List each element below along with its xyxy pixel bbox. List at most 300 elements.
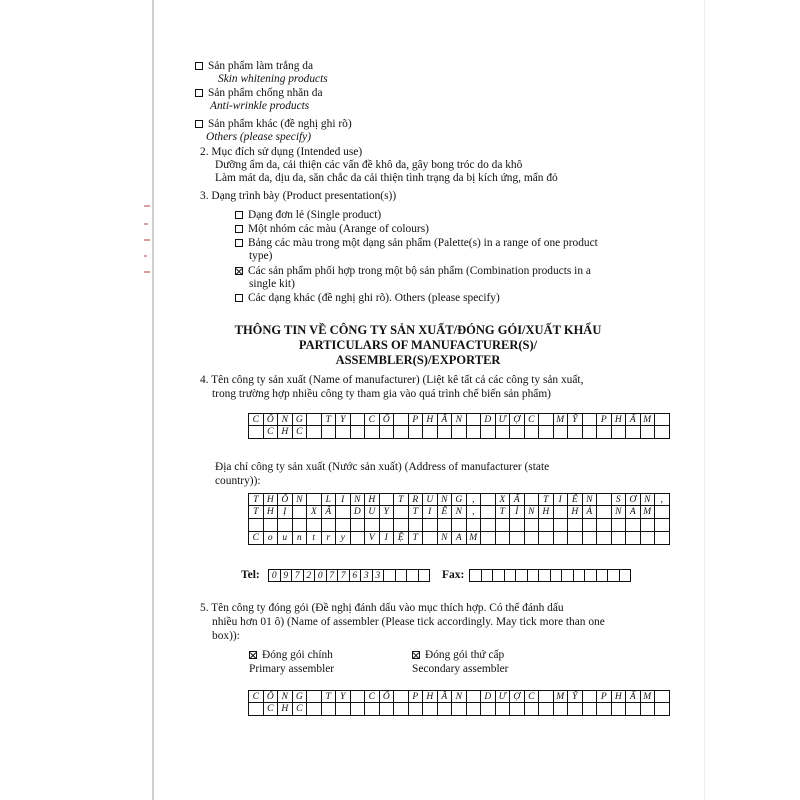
char-cell[interactable] <box>350 426 366 439</box>
char-cell[interactable]: Ổ <box>379 413 395 426</box>
grid-row <box>249 703 670 716</box>
product-type-other: Sản phẩm khác (đề nghị ghi rõ) <box>195 118 352 131</box>
char-cell[interactable]: T <box>408 532 424 545</box>
char-cell[interactable] <box>350 519 366 532</box>
char-cell[interactable]: D <box>480 413 496 426</box>
char-cell[interactable]: Ổ <box>379 690 395 703</box>
char-cell[interactable] <box>466 413 482 426</box>
char-cell[interactable] <box>350 532 366 545</box>
char-cell[interactable] <box>596 703 612 716</box>
char-cell[interactable] <box>553 703 569 716</box>
char-cell[interactable]: Ỹ <box>567 690 583 703</box>
char-cell[interactable]: P <box>596 690 612 703</box>
char-cell[interactable] <box>335 426 351 439</box>
char-cell[interactable] <box>654 703 670 716</box>
char-cell[interactable]: Y <box>379 506 395 519</box>
char-cell[interactable] <box>437 426 453 439</box>
char-cell[interactable]: Ầ <box>437 690 453 703</box>
char-cell[interactable]: A <box>625 506 641 519</box>
section-title-line: THÔNG TIN VỀ CÔNG TY SẢN XUẤT/ĐÓNG GÓI/XUẤT KHẨU <box>234 323 602 337</box>
char-cell[interactable]: I <box>379 532 395 545</box>
char-cell[interactable] <box>306 519 322 532</box>
manufacturer-name-grid[interactable] <box>249 413 670 439</box>
char-cell[interactable]: C <box>364 413 380 426</box>
intended-use-line: Làm mát da, dịu da, săn chắc da cải thiện tình trạng da bị kích ứng, mẩn đỏ <box>215 172 558 184</box>
char-cell[interactable] <box>364 703 380 716</box>
char-cell[interactable] <box>538 519 554 532</box>
fax-label: Fax: <box>442 569 465 581</box>
char-cell[interactable]: V <box>364 532 380 545</box>
char-cell[interactable] <box>306 413 322 426</box>
char-cell[interactable] <box>379 703 395 716</box>
char-cell[interactable] <box>567 532 583 545</box>
checkbox-icon[interactable] <box>195 62 203 70</box>
char-cell[interactable] <box>393 413 409 426</box>
char-cell[interactable]: 7 <box>326 569 339 582</box>
char-cell[interactable]: Ợ <box>509 413 525 426</box>
char-cell[interactable]: N <box>611 506 627 519</box>
char-cell[interactable] <box>480 493 496 506</box>
char-cell[interactable]: , <box>654 493 670 506</box>
char-cell[interactable] <box>379 426 395 439</box>
char-cell[interactable] <box>567 426 583 439</box>
char-cell[interactable]: Ư <box>495 413 511 426</box>
presentation-option-cont: single kit) <box>249 278 295 290</box>
char-cell[interactable]: M <box>553 413 569 426</box>
presentation-option: Dạng đơn lẻ (Single product) <box>235 209 381 222</box>
product-type-antiwrinkle-en: Anti-wrinkle products <box>210 100 310 112</box>
char-cell[interactable]: I <box>335 493 351 506</box>
char-cell[interactable] <box>437 703 453 716</box>
char-cell[interactable]: N <box>451 506 467 519</box>
char-cell[interactable] <box>640 519 656 532</box>
char-cell[interactable]: N <box>640 493 656 506</box>
char-cell[interactable] <box>538 690 554 703</box>
char-cell[interactable]: T <box>248 506 264 519</box>
grid-row <box>269 569 430 582</box>
char-cell[interactable]: T <box>248 493 264 506</box>
char-cell[interactable] <box>524 703 540 716</box>
char-cell[interactable]: G <box>292 690 308 703</box>
char-cell[interactable] <box>654 519 670 532</box>
char-cell[interactable]: N <box>277 690 293 703</box>
char-cell[interactable] <box>567 519 583 532</box>
char-cell[interactable]: N <box>350 493 366 506</box>
char-cell[interactable] <box>379 493 395 506</box>
char-cell[interactable] <box>335 506 351 519</box>
char-cell[interactable]: G <box>451 493 467 506</box>
char-cell[interactable]: Ỉ <box>509 506 525 519</box>
assembler-name-grid[interactable] <box>249 690 670 716</box>
char-cell[interactable]: I <box>553 493 569 506</box>
address-label: country)): <box>215 475 261 487</box>
char-cell[interactable] <box>350 413 366 426</box>
char-cell[interactable]: M <box>640 413 656 426</box>
char-cell[interactable] <box>538 532 554 545</box>
char-cell[interactable]: , <box>466 493 482 506</box>
char-cell[interactable]: Ư <box>495 690 511 703</box>
char-cell[interactable]: H <box>538 506 554 519</box>
char-cell[interactable]: C <box>292 426 308 439</box>
char-cell[interactable] <box>335 519 351 532</box>
char-cell[interactable]: Y <box>335 413 351 426</box>
char-cell[interactable]: N <box>582 493 598 506</box>
char-cell[interactable]: M <box>640 506 656 519</box>
char-cell[interactable] <box>422 703 438 716</box>
char-cell[interactable] <box>553 426 569 439</box>
char-cell[interactable]: Ỹ <box>567 413 583 426</box>
char-cell[interactable] <box>524 532 540 545</box>
char-cell[interactable]: C <box>248 413 264 426</box>
char-cell[interactable] <box>408 426 424 439</box>
char-cell[interactable]: C <box>364 690 380 703</box>
char-cell[interactable] <box>321 703 337 716</box>
char-cell[interactable] <box>611 532 627 545</box>
char-cell[interactable] <box>321 426 337 439</box>
char-cell[interactable] <box>538 703 554 716</box>
char-cell[interactable] <box>596 426 612 439</box>
char-cell[interactable]: C <box>263 703 279 716</box>
char-cell[interactable] <box>582 413 598 426</box>
char-cell[interactable]: H <box>422 690 438 703</box>
char-cell[interactable] <box>379 519 395 532</box>
char-cell[interactable] <box>654 426 670 439</box>
char-cell[interactable]: U <box>422 493 438 506</box>
char-cell[interactable] <box>292 506 308 519</box>
checkbox-icon[interactable] <box>195 89 203 97</box>
char-cell[interactable] <box>619 569 632 582</box>
char-cell[interactable]: 9 <box>280 569 293 582</box>
tel-label: Tel: <box>241 569 260 581</box>
grid-row <box>249 493 670 506</box>
char-cell[interactable] <box>451 426 467 439</box>
char-cell[interactable]: H <box>277 703 293 716</box>
char-cell[interactable]: Ợ <box>509 690 525 703</box>
char-cell[interactable]: Y <box>335 690 351 703</box>
char-cell[interactable]: D <box>350 506 366 519</box>
char-cell[interactable] <box>596 506 612 519</box>
char-cell[interactable]: M <box>640 690 656 703</box>
char-cell[interactable]: C <box>292 703 308 716</box>
char-cell[interactable] <box>553 519 569 532</box>
primary-assembler-option[interactable]: Đóng gói chính <box>249 649 333 662</box>
char-cell[interactable] <box>654 690 670 703</box>
char-cell[interactable]: y <box>335 532 351 545</box>
char-cell[interactable]: T <box>321 690 337 703</box>
char-cell[interactable] <box>364 426 380 439</box>
char-cell[interactable]: u <box>277 532 293 545</box>
secondary-assembler-option[interactable]: Đóng gói thứ cấp <box>412 649 504 662</box>
product-type-antiwrinkle: Sản phẩm chống nhăn da <box>195 87 323 100</box>
presentation-option-cont: type) <box>249 250 273 262</box>
presentation-heading: 3. Dạng trình bày (Product presentation(s)) <box>200 190 397 202</box>
char-cell[interactable] <box>553 532 569 545</box>
char-cell[interactable]: M <box>553 690 569 703</box>
secondary-assembler-en: Secondary assembler <box>412 663 509 675</box>
checkbox-icon[interactable] <box>195 120 203 128</box>
presentation-option-checked: Các sản phẩm phối hợp trong một bộ sản phẩm (Combination products in a <box>235 265 591 278</box>
char-cell[interactable]: P <box>408 413 424 426</box>
char-cell[interactable] <box>480 519 496 532</box>
char-cell[interactable] <box>495 703 511 716</box>
char-cell[interactable] <box>393 690 409 703</box>
char-cell[interactable]: Ô <box>277 493 293 506</box>
char-cell[interactable]: N <box>292 493 308 506</box>
char-cell[interactable] <box>538 426 554 439</box>
presentation-option: Một nhóm các màu (Arange of colours) <box>235 223 429 236</box>
checked-checkbox-icon[interactable] <box>249 651 257 659</box>
char-cell[interactable]: Ị <box>277 506 293 519</box>
char-cell[interactable] <box>248 703 264 716</box>
char-cell[interactable]: Ẩ <box>625 690 641 703</box>
char-cell[interactable] <box>582 703 598 716</box>
grid-row <box>249 506 670 519</box>
char-cell[interactable]: r <box>321 532 337 545</box>
assembler-label: 5. Tên công ty đóng gói (Đề nghị đánh dấu vào mục thích hợp. Có thể đánh dấu <box>200 602 564 614</box>
char-cell[interactable] <box>306 426 322 439</box>
primary-assembler-en: Primary assembler <box>249 663 335 675</box>
grid-row <box>249 532 670 545</box>
char-cell[interactable] <box>350 703 366 716</box>
char-cell[interactable]: , <box>466 506 482 519</box>
char-cell[interactable]: T <box>408 506 424 519</box>
assembler-label: nhiều hơn 01 ô) (Name of assembler (Please tick accordingly. May tick more than one <box>212 616 605 628</box>
char-cell[interactable]: Ã <box>321 506 337 519</box>
product-type-whitening: Sản phẩm làm trắng da <box>195 60 313 73</box>
char-cell[interactable] <box>480 703 496 716</box>
char-cell[interactable]: T <box>321 413 337 426</box>
char-cell[interactable] <box>466 703 482 716</box>
char-cell[interactable]: T <box>495 506 511 519</box>
grid-row <box>249 690 670 703</box>
char-cell[interactable] <box>654 506 670 519</box>
char-cell[interactable]: H <box>277 426 293 439</box>
presentation-option: Bảng các màu trong một dạng sản phẩm (Palette(s) in a range of one product <box>235 237 598 250</box>
char-cell[interactable]: C <box>248 532 264 545</box>
char-cell[interactable] <box>596 519 612 532</box>
char-cell[interactable]: 3 <box>372 569 385 582</box>
char-cell[interactable] <box>451 519 467 532</box>
char-cell[interactable] <box>495 519 511 532</box>
char-cell[interactable] <box>393 426 409 439</box>
char-cell[interactable] <box>451 703 467 716</box>
char-cell[interactable] <box>306 493 322 506</box>
checkbox-icon[interactable] <box>235 225 243 233</box>
char-cell[interactable]: H <box>263 493 279 506</box>
char-cell[interactable]: t <box>306 532 322 545</box>
char-cell[interactable]: T <box>393 493 409 506</box>
char-cell[interactable] <box>582 426 598 439</box>
char-cell[interactable]: Ẩ <box>625 413 641 426</box>
char-cell[interactable] <box>422 426 438 439</box>
char-cell[interactable]: À <box>582 506 598 519</box>
char-cell[interactable] <box>596 493 612 506</box>
char-cell[interactable]: 6 <box>349 569 362 582</box>
char-cell[interactable]: D <box>480 690 496 703</box>
product-type-other-en: Others (please specify) <box>206 131 312 143</box>
char-cell[interactable]: L <box>321 493 337 506</box>
address-label: Địa chỉ công ty sản xuất (Nước sản xuất) (Address of manufacturer (state <box>215 461 550 473</box>
char-cell[interactable] <box>509 519 525 532</box>
manufacturer-label: 4. Tên công ty sản xuất (Name of manufacturer) (Liệt kê tất cả các công ty sản xuất, <box>200 374 584 386</box>
address-grid[interactable] <box>249 493 670 545</box>
char-cell[interactable]: Ã <box>509 493 525 506</box>
char-cell[interactable]: C <box>524 413 540 426</box>
char-cell[interactable] <box>306 690 322 703</box>
char-cell[interactable] <box>466 519 482 532</box>
char-cell[interactable] <box>495 532 511 545</box>
char-cell[interactable] <box>611 703 627 716</box>
char-cell[interactable] <box>625 532 641 545</box>
char-cell[interactable]: A <box>451 532 467 545</box>
char-cell[interactable] <box>480 506 496 519</box>
char-cell[interactable] <box>263 519 279 532</box>
char-cell[interactable]: Ơ <box>625 493 641 506</box>
char-cell[interactable]: 0 <box>268 569 281 582</box>
char-cell[interactable] <box>509 426 525 439</box>
char-cell[interactable] <box>418 569 431 582</box>
char-cell[interactable]: Ầ <box>437 413 453 426</box>
char-cell[interactable]: 3 <box>360 569 373 582</box>
char-cell[interactable]: G <box>292 413 308 426</box>
checkbox-icon[interactable] <box>235 294 243 302</box>
char-cell[interactable]: H <box>422 413 438 426</box>
char-cell[interactable]: N <box>437 493 453 506</box>
char-cell[interactable] <box>335 703 351 716</box>
char-cell[interactable]: C <box>263 426 279 439</box>
char-cell[interactable]: X <box>306 506 322 519</box>
char-cell[interactable]: H <box>567 506 583 519</box>
char-cell[interactable] <box>524 493 540 506</box>
grid-row <box>249 426 670 439</box>
char-cell[interactable]: 2 <box>303 569 316 582</box>
checkbox-icon[interactable] <box>235 211 243 219</box>
char-cell[interactable]: M <box>466 532 482 545</box>
char-cell[interactable]: I <box>422 506 438 519</box>
char-cell[interactable] <box>248 519 264 532</box>
grid-row <box>249 413 670 426</box>
char-cell[interactable] <box>611 426 627 439</box>
char-cell[interactable] <box>292 519 308 532</box>
char-cell[interactable]: N <box>524 506 540 519</box>
char-cell[interactable] <box>509 703 525 716</box>
char-cell[interactable]: U <box>364 506 380 519</box>
char-cell[interactable] <box>509 532 525 545</box>
char-cell[interactable] <box>350 690 366 703</box>
char-cell[interactable]: H <box>364 493 380 506</box>
char-cell[interactable] <box>582 519 598 532</box>
assembler-label: box)): <box>212 630 240 642</box>
product-type-whitening-en: Skin whitening products <box>218 73 328 85</box>
char-cell[interactable] <box>306 703 322 716</box>
char-cell[interactable]: P <box>408 690 424 703</box>
char-cell[interactable] <box>422 519 438 532</box>
grid-row <box>470 569 631 582</box>
char-cell[interactable] <box>466 690 482 703</box>
checked-checkbox-icon[interactable] <box>235 267 243 275</box>
char-cell[interactable]: 7 <box>337 569 350 582</box>
char-cell[interactable]: C <box>248 690 264 703</box>
char-cell[interactable] <box>422 532 438 545</box>
char-cell[interactable] <box>393 703 409 716</box>
fax-grid[interactable] <box>470 569 631 582</box>
char-cell[interactable] <box>625 519 641 532</box>
checkbox-icon[interactable] <box>235 239 243 247</box>
char-cell[interactable] <box>466 426 482 439</box>
char-cell[interactable]: X <box>495 493 511 506</box>
char-cell[interactable] <box>582 532 598 545</box>
char-cell[interactable] <box>408 703 424 716</box>
char-cell[interactable]: 0 <box>314 569 327 582</box>
char-cell[interactable]: T <box>538 493 554 506</box>
char-cell[interactable] <box>321 519 337 532</box>
char-cell[interactable] <box>640 532 656 545</box>
char-cell[interactable]: Ô <box>263 413 279 426</box>
char-cell[interactable] <box>654 413 670 426</box>
section-title-line: ASSEMBLER(S)/EXPORTER <box>335 353 501 367</box>
char-cell[interactable] <box>437 519 453 532</box>
checked-checkbox-icon[interactable] <box>412 651 420 659</box>
char-cell[interactable] <box>393 519 409 532</box>
char-cell[interactable] <box>277 519 293 532</box>
char-cell[interactable]: N <box>451 690 467 703</box>
char-cell[interactable]: 7 <box>291 569 304 582</box>
char-cell[interactable] <box>408 519 424 532</box>
char-cell[interactable] <box>625 703 641 716</box>
char-cell[interactable]: Ệ <box>393 532 409 545</box>
char-cell[interactable] <box>480 426 496 439</box>
char-cell[interactable] <box>524 519 540 532</box>
char-cell[interactable] <box>524 426 540 439</box>
char-cell[interactable] <box>393 506 409 519</box>
tel-grid[interactable] <box>269 569 430 582</box>
char-cell[interactable]: N <box>451 413 467 426</box>
char-cell[interactable]: n <box>292 532 308 545</box>
char-cell[interactable] <box>640 426 656 439</box>
char-cell[interactable]: N <box>277 413 293 426</box>
char-cell[interactable]: P <box>596 413 612 426</box>
char-cell[interactable]: H <box>263 506 279 519</box>
char-cell[interactable]: N <box>437 532 453 545</box>
char-cell[interactable] <box>596 532 612 545</box>
char-cell[interactable] <box>625 426 641 439</box>
char-cell[interactable] <box>495 426 511 439</box>
char-cell[interactable]: Ê <box>567 493 583 506</box>
char-cell[interactable]: Ô <box>263 690 279 703</box>
char-cell[interactable] <box>654 532 670 545</box>
char-cell[interactable] <box>611 519 627 532</box>
char-cell[interactable] <box>248 426 264 439</box>
section-title-line: PARTICULARS OF MANUFACTURER(S)/ <box>298 338 538 352</box>
char-cell[interactable] <box>553 506 569 519</box>
char-cell[interactable]: H <box>611 690 627 703</box>
char-cell[interactable]: C <box>524 690 540 703</box>
char-cell[interactable] <box>567 703 583 716</box>
char-cell[interactable] <box>640 703 656 716</box>
grid-row <box>249 519 670 532</box>
char-cell[interactable] <box>480 532 496 545</box>
char-cell[interactable]: Ê <box>437 506 453 519</box>
intended-use-heading: 2. Mục đích sử dụng (Intended use) <box>200 146 363 158</box>
manufacturer-label: trong trường hợp nhiều công ty tham gia vào quá trình chế biến sản phẩm) <box>212 388 551 400</box>
char-cell[interactable] <box>538 413 554 426</box>
char-cell[interactable]: S <box>611 493 627 506</box>
char-cell[interactable] <box>582 690 598 703</box>
char-cell[interactable] <box>364 519 380 532</box>
char-cell[interactable]: R <box>408 493 424 506</box>
char-cell[interactable]: o <box>263 532 279 545</box>
char-cell[interactable]: H <box>611 413 627 426</box>
